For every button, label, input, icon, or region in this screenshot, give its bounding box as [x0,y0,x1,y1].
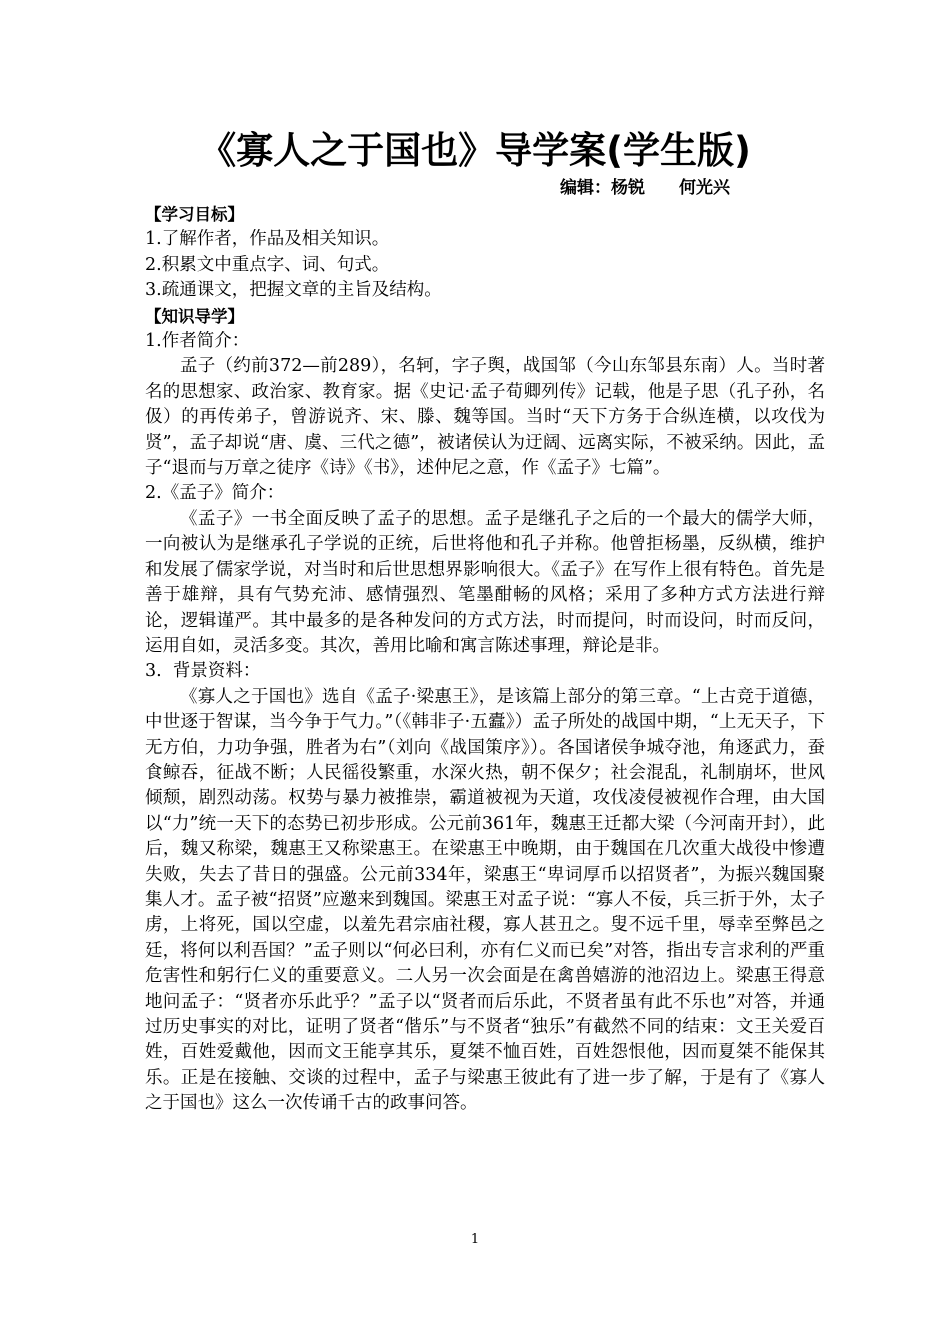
goal-item: 1.了解作者，作品及相关知识。 [145,229,390,250]
book-heading: 2.《孟子》简介： [145,483,285,504]
author-heading: 1.作者简介： [145,331,250,352]
document-title: 《寡人之于国也》导学案(学生版) [199,129,751,172]
background-heading: 3. 背景资料： [145,661,261,682]
page-number: 1 [470,1232,480,1247]
guide-heading: 【知识导学】 [145,306,244,326]
book-paragraph: 《孟子》一书全面反映了孟子的思想。孟子是继孔子之后的一个最大的儒学大师，一向被认为是继承孔子学说的正统，后世将他和孔子并称。他曾拒杨墨，反纵横，维护和发展了儒家学说，对当时和后世思想界影响很大。《孟子》在写作上很有特色。首先是善于雄辩，具有气势充沛、感情强烈、笔墨酣畅的风格；采用了多种方式方法进行辩论，逻辑谨严。其中最多的是各种发问的方式方法，时而提问，时而设问，时而反问，运用自如，灵活多变。其次，善用比喻和寓言陈述事理，辩论是非。 [145,508,825,656]
goals-heading: 【学习目标】 [145,205,244,224]
goal-item: 3.疏通课文，把握文章的主旨及结构。 [145,280,442,301]
background-paragraph: 《寡人之于国也》选自《孟子·梁惠王》，是该篇上部分的第三章。“上古竞于道德，中世逐于智谋，当今争于气力。”（《韩非子·五蠹》）孟子所处的战国中期，“上无天子，下无方伯，力功争强，胜者为右”（刘向《战国策序》）。各国诸侯争城夺池，角逐武力，蚕食鲸吞，征战不断；人民徭役繁重，水深火热，朝不保夕；社会混乱，礼制崩坏，世风倾颓，剧烈动荡。权势与暴力被推崇，霸道被视为天道，攻伐凌侵被视作合理，由大国以“力”统一天下的态势已初步形成。公元前361年，魏惠王迁都大梁（今河南开封），此后，魏又称梁，魏惠王又称梁惠王。在梁惠王中晚期，由于魏国在几次重大战役中惨遭失败，失去了昔日的强盛。公元前334年，梁惠王“卑词厚币以招贤者”，为振兴魏国聚集人才。孟子被“招贤”应邀来到魏国。梁惠王对孟子说：“寡人不佞，兵三折于外，太子虏，上将死，国以空虚，以羞先君宗庙社稷，寡人甚丑之。叟不远千里，辱幸至弊邑之廷，将何以利吾国？”孟子则以“何必曰利，亦有仁义而已矣”对答，指出专言求利的严重危害性和躬行仁义的重要意义。二人另一次会面是在禽兽嬉游的池沼边上。梁惠王得意地问孟子：“贤者亦乐此乎？”孟子以“贤者而后乐此，不贤者虽有此不乐也”对答，并通过历史事实的对比，证明了贤者“偕乐”与不贤者“独乐”有截然不同的结束：文王关爱百姓，百姓爱戴他，因而文王能享其乐，夏桀不恤百姓，百姓怨恨他，因而夏桀不能保其乐。正是在接触、交谈的过程中，孟子与梁惠王彼此有了进一步了解，于是有了《寡人之于国也》这么一次传诵千古的政事问答。 [145,686,825,1114]
document-body [145,202,825,1117]
author-paragraph: 孟子（约前372—前289），名轲，字子舆，战国邹（今山东邹县东南）人。当时著名的思想家、政治家、教育家。据《史记·孟子荀卿列传》记载，他是子思（孔子孙，名伋）的再传弟子，曾游说齐、宋、滕、魏等国。当时“天下方务于合纵连横，以攻伐为贤”，孟子却说“唐、虞、三代之德”，被诸侯认为迂阔、远离实际，不被采纳。因此，孟子“退而与万章之徒序《诗》《书》，述仲尼之意，作《孟子》七篇”。 [145,356,825,479]
editor-line: 编辑：杨锐 何光兴 [560,178,730,198]
goal-item: 2.积累文中重点字、词、句式。 [145,254,390,275]
